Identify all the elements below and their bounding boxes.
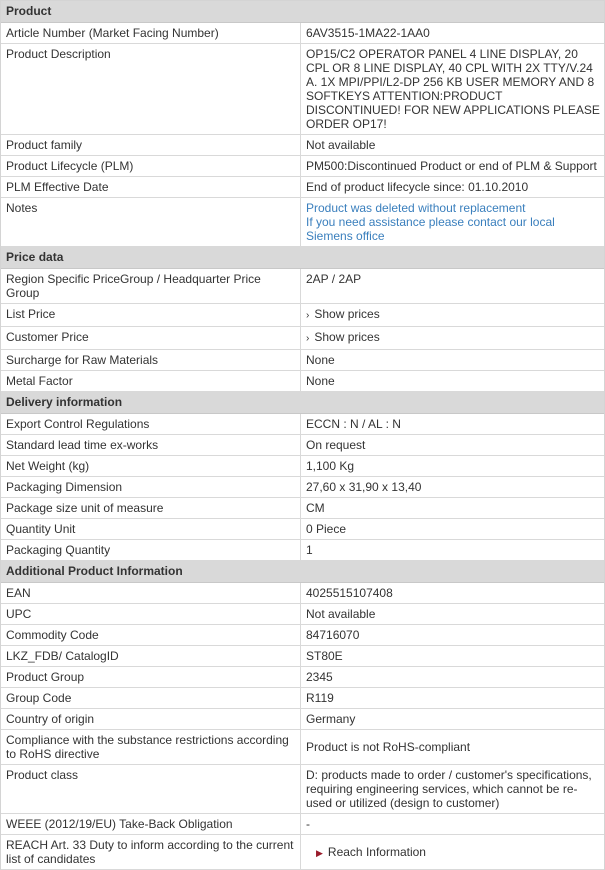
row-net-weight [1,456,604,477]
packaging-dimension-label: Packaging Dimension [1,477,301,497]
rohs-compliance-text: Product is not RoHS-compliant [306,740,471,754]
notes-value [301,198,604,246]
net-weight-value: 1,100 Kg [306,459,355,473]
product-family-label: Product family [1,135,301,155]
product-group-value: 2345 [306,670,333,684]
row-commodity-code [1,625,604,646]
lead-time-value: On request [306,438,366,452]
region-price-group-label: Region Specific PriceGroup / Headquarter Price Group [1,269,301,303]
row-surcharge-raw-materials [1,350,604,371]
package-size-unit-value: CM [306,501,325,515]
chevron-right-icon: › [306,333,310,344]
quantity-unit-label: Quantity Unit [1,519,301,539]
customer-price-value [301,327,604,349]
product-description-label: Product Description [1,44,301,134]
metal-factor-value: None [306,374,335,388]
notes-contact-link[interactable]: If you need assistance please contact our local Siemens office [306,215,555,243]
weee-label: WEEE (2012/19/EU) Take-Back Obligation [1,814,301,834]
product-lifecycle-label: Product Lifecycle (PLM) [1,156,301,176]
country-of-origin-value: Germany [306,712,356,726]
product-description-value: OP15/C2 OPERATOR PANEL 4 LINE DISPLAY, 20 CPL OR 8 LINE DISPLAY, 40 CPL WITH 2X TTY/V.24 A. 1X MPI/PPI/L2-DP 256 KB USER MEMORY AND 8 SOFTKEYS ATTENTION:PRODUCT DISCONTINUED! FOR NEW APPLICATIONS PLEASE ORDER OP17! [306,47,600,131]
packaging-quantity-label: Packaging Quantity [1,540,301,560]
row-lead-time [1,435,604,456]
triangle-right-icon: ▶ [316,847,323,858]
upc-label: UPC [1,604,301,624]
rohs-compliance-label: Compliance with the substance restrictions according to RoHS directive [1,730,301,764]
row-notes [1,198,604,247]
plm-effective-date-value: End of product lifecycle since: 01.10.2010 [306,180,529,194]
row-article-number [1,23,604,44]
reach-label: REACH Art. 33 Duty to inform according to the current list of candidates [1,835,301,869]
section-header-price-data: Price data [1,247,604,269]
row-quantity-unit [1,519,604,540]
weee-value: - [306,817,310,831]
notes-label: Notes [1,198,301,246]
lead-time-label: Standard lead time ex-works [1,435,301,455]
packaging-dimension-value: 27,60 x 31,90 x 13,40 [306,480,422,494]
list-price-value [301,304,604,326]
reach-value [301,835,604,869]
ean-value: 4025515107408 [306,586,393,600]
row-product-group [1,667,604,688]
section-header-delivery-information: Delivery information [1,392,604,414]
row-list-price [1,304,604,327]
rohs-compliance-value [301,730,604,764]
plm-effective-date-label: PLM Effective Date [1,177,301,197]
list-price-label: List Price [1,304,301,326]
list-price-show-prices-text: Show prices [314,307,380,321]
product-family-value: Not available [306,138,376,152]
product-class-label: Product class [1,765,301,813]
lkz-catalog-id-value: ST80E [306,649,343,663]
package-size-unit-label: Package size unit of measure [1,498,301,518]
ean-label: EAN [1,583,301,603]
row-lkz-catalog-id [1,646,604,667]
row-ean [1,583,604,604]
reach-information-text: Reach Information [327,844,426,859]
row-packaging-quantity [1,540,604,561]
metal-factor-label: Metal Factor [1,371,301,391]
quantity-unit-value: 0 Piece [306,522,347,536]
export-control-value: ECCN : N / AL : N [306,417,401,431]
upc-value: Not available [306,607,376,621]
row-package-size-unit [1,498,604,519]
row-product-class [1,765,604,814]
chevron-right-icon: › [306,310,310,321]
section-header-product: Product [1,1,604,23]
country-of-origin-label: Country of origin [1,709,301,729]
row-upc [1,604,604,625]
row-product-lifecycle [1,156,604,177]
group-code-label: Group Code [1,688,301,708]
row-export-control [1,414,604,435]
row-product-description [1,44,604,135]
lkz-catalog-id-label: LKZ_FDB/ CatalogID [1,646,301,666]
row-region-price-group [1,269,604,304]
row-group-code [1,688,604,709]
row-rohs-compliance [1,730,604,765]
list-price-show-prices-link[interactable] [306,307,380,321]
region-price-group-value: 2AP / 2AP [306,272,362,286]
surcharge-value: None [306,353,335,367]
row-packaging-dimension [1,477,604,498]
row-country-of-origin [1,709,604,730]
customer-price-show-prices-text: Show prices [314,330,380,344]
row-weee [1,814,604,835]
commodity-code-value: 84716070 [306,628,360,642]
net-weight-label: Net Weight (kg) [1,456,301,476]
customer-price-show-prices-link[interactable] [306,330,380,344]
commodity-code-label: Commodity Code [1,625,301,645]
reach-information-link[interactable] [306,845,426,860]
section-header-additional-info: Additional Product Information [1,561,604,583]
product-lifecycle-value: PM500:Discontinued Product or end of PLM & Support [306,159,597,173]
row-plm-effective-date [1,177,604,198]
group-code-value: R119 [306,691,334,705]
row-metal-factor [1,371,604,392]
export-control-label: Export Control Regulations [1,414,301,434]
customer-price-label: Customer Price [1,327,301,349]
packaging-quantity-value: 1 [306,543,313,557]
row-product-family [1,135,604,156]
article-number-label: Article Number (Market Facing Number) [1,23,301,43]
surcharge-label: Surcharge for Raw Materials [1,350,301,370]
row-customer-price [1,327,604,350]
row-reach [1,835,604,870]
product-class-value: D: products made to order / customer's specifications, requiring engineering services, which cannot be re-used or utilized (design to customer) [306,768,592,810]
product-group-label: Product Group [1,667,301,687]
article-number-value: 6AV3515-1MA22-1AA0 [306,26,430,40]
notes-deleted-link[interactable]: Product was deleted without replacement [306,201,526,215]
